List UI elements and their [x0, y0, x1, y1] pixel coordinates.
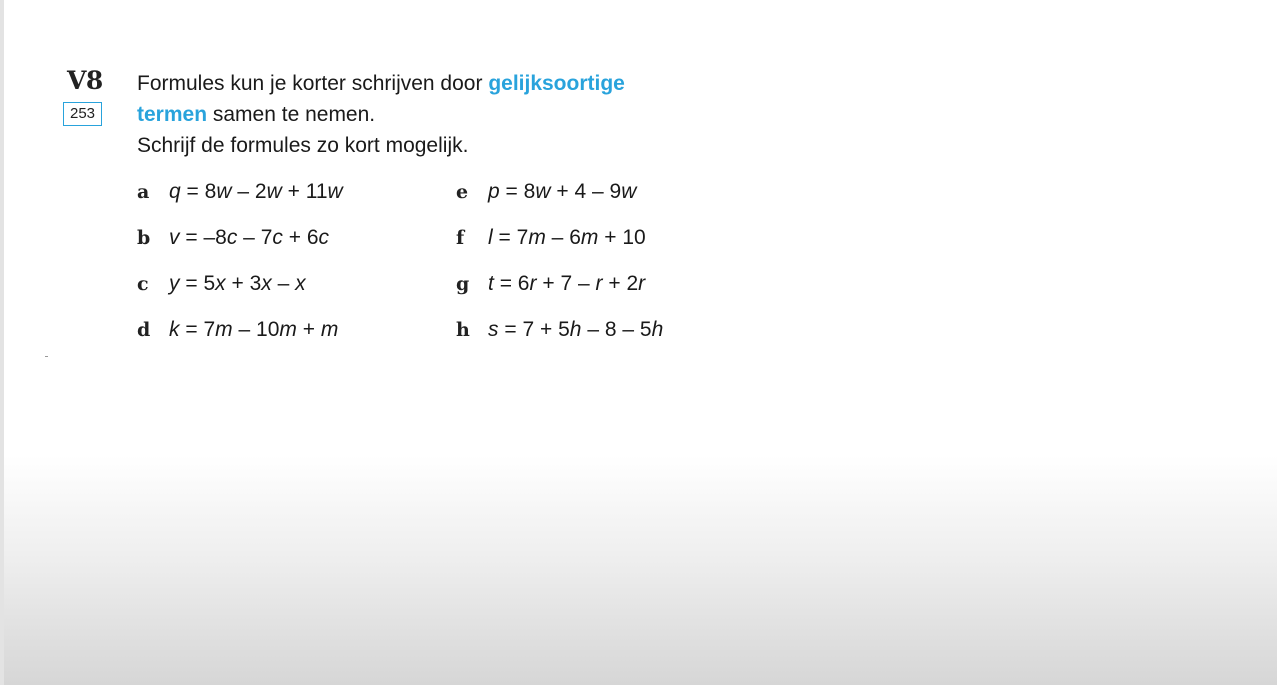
- instruction-line-2: [137, 99, 625, 130]
- item-label: b: [137, 227, 151, 249]
- item-label: g: [456, 273, 470, 295]
- exercise-instruction: [137, 68, 625, 161]
- exercise-item-b: [137, 224, 329, 252]
- page-reference-box: 253: [63, 102, 102, 126]
- keyword-term: termen: [137, 103, 208, 126]
- instruction-text: Formules kun je korter schrijven door: [137, 72, 489, 95]
- item-formula: k = 7m – 10m + m: [169, 318, 339, 341]
- item-formula: l = 7m – 6m + 10: [488, 226, 646, 249]
- instruction-line-1: [137, 68, 625, 99]
- keyword-term: gelijksoortige: [488, 72, 625, 95]
- item-label: c: [137, 273, 149, 295]
- item-formula: p = 8w + 4 – 9w: [488, 180, 637, 203]
- exercise-number: V8: [67, 66, 103, 95]
- exercise-item-f: [456, 224, 646, 252]
- item-formula: q = 8w – 2w + 11w: [169, 180, 343, 203]
- item-formula: s = 7 + 5h – 8 – 5h: [488, 318, 664, 341]
- exercise-item-h: [456, 316, 663, 344]
- stray-mark: [45, 356, 48, 357]
- exercise-item-c: [137, 270, 306, 298]
- exercise-item-a: [137, 178, 343, 206]
- exercise-item-e: [456, 178, 636, 206]
- item-formula: v = –8c – 7c + 6c: [169, 226, 330, 249]
- item-label: f: [456, 227, 465, 249]
- item-formula: y = 5x + 3x – x: [169, 272, 306, 295]
- exercise-item-g: [456, 270, 645, 298]
- page-edge: [0, 0, 4, 685]
- instruction-line-3: Schrijf de formules zo kort mogelijk.: [137, 134, 469, 157]
- item-label: e: [456, 181, 469, 203]
- item-formula: t = 6r + 7 – r + 2r: [488, 272, 646, 295]
- item-label: h: [456, 319, 470, 341]
- item-label: a: [137, 181, 150, 203]
- exercise-item-d: [137, 316, 338, 344]
- instruction-text: samen te nemen.: [207, 103, 376, 126]
- item-label: d: [137, 319, 151, 341]
